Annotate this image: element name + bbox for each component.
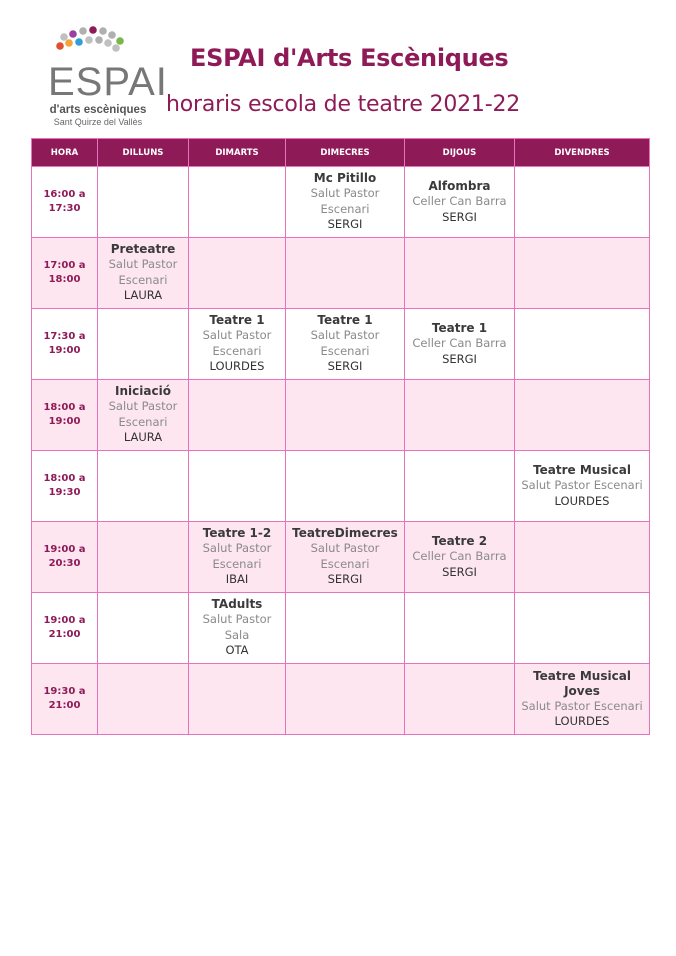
cell-divendres — [515, 451, 650, 522]
class-teacher: LOURDES — [554, 714, 610, 728]
cell-dimecres — [286, 522, 405, 593]
logo-wordmark: ESPAI — [48, 60, 168, 104]
header-row — [32, 139, 650, 167]
class-name: Teatre 1-2 — [202, 526, 272, 541]
cell-divendres — [515, 167, 650, 238]
class-location: Celler Can Barra — [412, 194, 507, 208]
table-row — [32, 664, 650, 735]
class-location: Salut Pastor Escenari — [310, 328, 380, 358]
cell-dimecres — [286, 309, 405, 380]
class-location: Salut Pastor Escenari — [202, 541, 272, 571]
cell-dijous — [405, 664, 515, 735]
class-location: Salut Pastor Escenari — [310, 186, 380, 216]
class-location: Celler Can Barra — [412, 549, 507, 563]
class-teacher: LAURA — [123, 288, 163, 303]
time-slot: 19:00 a 21:00 — [32, 593, 98, 664]
header-dilluns: DILLUNS — [98, 139, 189, 167]
table-row — [32, 451, 650, 522]
class-location: Salut Pastor Escenari — [310, 541, 380, 571]
cell-dijous — [405, 238, 515, 309]
cell-divendres — [515, 309, 650, 380]
class-name: Teatre 1 — [431, 321, 488, 335]
cell-dilluns — [98, 380, 189, 451]
header-dijous: DIJOUS — [405, 139, 515, 167]
cell-divendres — [515, 593, 650, 664]
time-slot: 17:30 a 19:00 — [32, 309, 98, 380]
cell-dilluns — [98, 522, 189, 593]
class-location: Salut Pastor Escenari — [108, 257, 178, 287]
cell-dimarts — [189, 309, 286, 380]
class-teacher: SERGI — [327, 359, 363, 374]
cell-dijous — [405, 167, 515, 238]
header-dimarts: DIMARTS — [189, 139, 286, 167]
cell-dijous — [405, 522, 515, 593]
schedule-table — [31, 138, 650, 735]
class-teacher: LOURDES — [554, 493, 610, 508]
class-location: Salut Pastor Escenari — [521, 698, 643, 713]
header-divendres: DIVENDRES — [515, 139, 650, 167]
page-title: ESPAI d'Arts Escèniques — [190, 44, 509, 72]
schedule-body — [32, 167, 650, 735]
cell-dijous — [405, 380, 515, 451]
logo-subtitle: d'arts escèniques — [49, 104, 147, 116]
logo — [38, 26, 168, 130]
class-teacher: SERGI — [327, 572, 363, 587]
cell-dijous — [405, 451, 515, 522]
cell-dilluns — [98, 238, 189, 309]
table-row — [32, 380, 650, 451]
class-name: Teatre 1 — [317, 313, 373, 328]
class-name: Iniciació — [115, 384, 171, 399]
cell-dimarts — [189, 380, 286, 451]
cell-dimecres — [286, 238, 405, 309]
cell-divendres — [515, 380, 650, 451]
cell-divendres — [515, 664, 650, 735]
table-row — [32, 238, 650, 309]
cell-dimecres — [286, 593, 405, 664]
time-slot: 16:00 a 17:30 — [32, 167, 98, 238]
cell-divendres — [515, 238, 650, 309]
time-slot: 17:00 a 18:00 — [32, 238, 98, 309]
class-teacher: IBAI — [225, 572, 249, 587]
header-dimecres: DIMECRES — [286, 139, 405, 167]
header-hora: HORA — [32, 139, 98, 167]
cell-dimarts — [189, 167, 286, 238]
class-location: Salut Pastor Sala — [202, 612, 272, 642]
class-location: Salut Pastor Escenari — [108, 399, 178, 429]
cell-dimecres — [286, 167, 405, 238]
class-name: Teatre 2 — [431, 534, 488, 548]
cell-dilluns — [98, 167, 189, 238]
cell-dimecres — [286, 380, 405, 451]
table-row — [32, 167, 650, 238]
cell-dimarts — [189, 664, 286, 735]
class-name: TAdults — [211, 597, 263, 612]
table-row — [32, 522, 650, 593]
class-teacher: SERGI — [442, 351, 477, 366]
cell-dimarts — [189, 522, 286, 593]
class-teacher: SERGI — [442, 209, 477, 224]
class-name: Teatre Musical — [533, 463, 631, 477]
class-name: Mc Pitillo — [313, 171, 377, 186]
cell-dijous — [405, 593, 515, 664]
cell-dimecres — [286, 664, 405, 735]
class-teacher: LAURA — [123, 430, 163, 445]
class-name: Alfombra — [428, 179, 491, 193]
logo-place: Sant Quirze del Vallès — [53, 117, 143, 127]
cell-dimarts — [189, 238, 286, 309]
table-row — [32, 309, 650, 380]
class-location: Salut Pastor Escenari — [521, 478, 643, 492]
class-name: Teatre Musical Joves — [533, 668, 631, 698]
time-slot: 19:00 a 20:30 — [32, 522, 98, 593]
class-teacher: LOURDES — [209, 359, 265, 374]
class-name: Preteatre — [110, 242, 176, 257]
page-subtitle: horaris escola de teatre 2021-22 — [166, 92, 521, 117]
cell-dimecres — [286, 451, 405, 522]
cell-dilluns — [98, 309, 189, 380]
table-row — [32, 593, 650, 664]
cell-dilluns — [98, 664, 189, 735]
class-teacher: OTA — [225, 643, 249, 658]
time-slot: 18:00 a 19:30 — [32, 451, 98, 522]
cell-dijous — [405, 309, 515, 380]
class-name: TeatreDimecres — [292, 526, 398, 541]
cell-dilluns — [98, 593, 189, 664]
time-slot: 18:00 a 19:00 — [32, 380, 98, 451]
cell-dilluns — [98, 451, 189, 522]
class-name: Teatre 1 — [209, 313, 265, 328]
time-slot: 19:30 a 21:00 — [32, 664, 98, 735]
cell-dimarts — [189, 451, 286, 522]
class-teacher: SERGI — [327, 217, 363, 232]
cell-dimarts — [189, 593, 286, 664]
class-location: Celler Can Barra — [412, 336, 507, 350]
cell-divendres — [515, 522, 650, 593]
class-teacher: SERGI — [442, 564, 477, 579]
class-location: Salut Pastor Escenari — [202, 328, 272, 358]
